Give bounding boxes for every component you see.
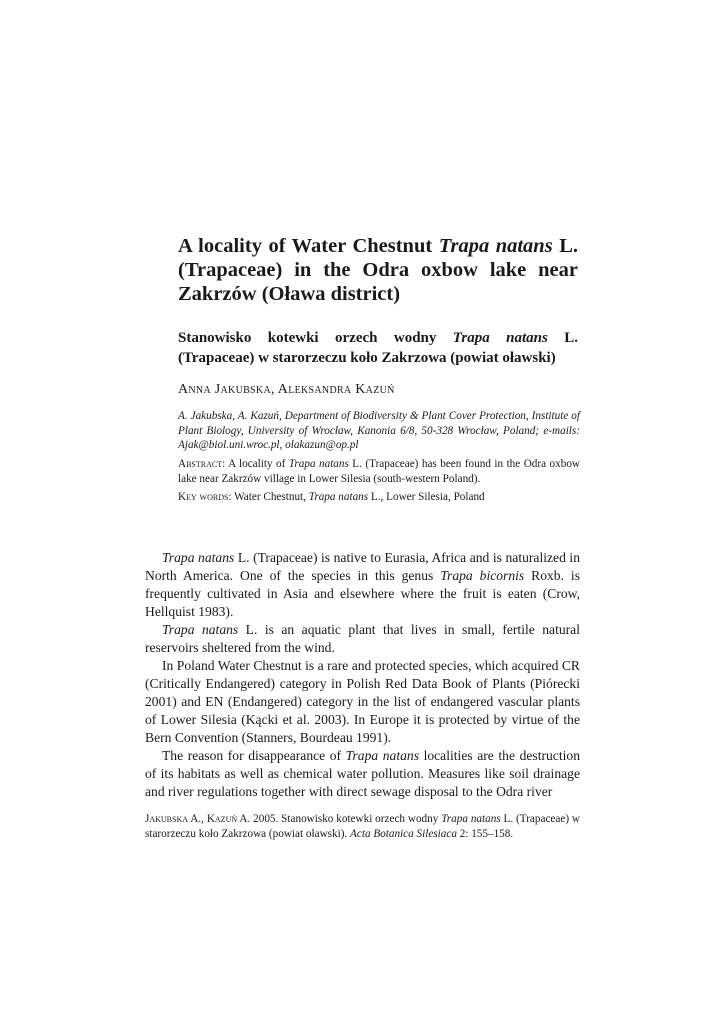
- keywords-text-2: L., Lower Silesia, Poland: [368, 491, 485, 503]
- citation-species-name: Trapa natans: [441, 813, 501, 825]
- article-title-block: [178, 234, 578, 306]
- keywords-species-name: Trapa natans: [308, 491, 369, 503]
- p3-text: In Poland Water Chestnut is a rare and protected species, which acquired CR (Critically Endangered) category in Polish Red Data Book of Plants (Piórecki 2001) and EN (Endangered) category in the list of endangered vascular plants of Lower Silesia (Kącki et al. 2003). In Europe it is protected by virtue of the Bern Convention (Stanners, Bourdeau 1991).: [145, 658, 580, 745]
- keywords-sep: :: [228, 491, 235, 503]
- subtitle-species-name: Trapa natans: [452, 330, 548, 346]
- body-paragraph-2: [145, 621, 580, 657]
- p1-text-1: L. (Trapaceae) is native to Eurasia, Africa and is naturalized in North America. One of the species in this genus: [145, 550, 580, 583]
- citation-text-2: L. (Trapaceae) w starorzeczu koło Zakrzowa (powiat oławski).: [145, 813, 580, 840]
- title-text-2: L. (Trapaceae) in the Odra oxbow lake near Zakrzów (Oława district): [178, 235, 578, 305]
- body-paragraph-1: [145, 549, 580, 621]
- abstract-label: Abstract: [178, 458, 223, 470]
- abstract-sep: :: [222, 458, 229, 470]
- p4-text-1: The reason for disappearance of: [162, 748, 346, 763]
- keywords: [178, 490, 580, 505]
- p1-species-1: Trapa natans: [162, 550, 235, 565]
- p4-species: Trapa natans: [345, 748, 419, 763]
- p2-species: Trapa natans: [162, 622, 239, 637]
- article-title: [178, 234, 578, 306]
- article-body: [145, 549, 580, 801]
- subtitle-text-1: Stanowisko kotewki orzech wodny: [178, 330, 453, 346]
- p2-text: L. is an aquatic plant that lives in small, fertile natural reservoirs sheltered from the wind.: [145, 622, 580, 655]
- title-text-1: A locality of Water Chestnut: [178, 235, 439, 257]
- p4-text-2: localities are the destruction of its habitats as well as chemical water pollution. Measures like soil drainage and river regulations together with direct sewage disposal to the Odra river: [145, 748, 580, 799]
- abstract-text-1: A locality of: [228, 458, 289, 470]
- p1-species-2: Trapa bicornis: [440, 568, 525, 583]
- abstract: [178, 457, 580, 486]
- author-affiliation: A. Jakubska, A. Kazuń, Department of Biodiversity & Plant Cover Protection, Institute of Plant Biology, University of Wrocław, Kanonia 6/8, 50-328 Wrocław, Poland; e-mails: Ajak@biol.uni.wroc.pl, olakazun@op.pl: [178, 410, 580, 451]
- subtitle-text-2: L. (Trapaceae) w starorzeczu koło Zakrzowa (powiat oławski): [178, 330, 578, 366]
- polish-title-block: [178, 328, 578, 368]
- author-list: Anna Jakubska, Aleksandra Kazuń: [178, 382, 395, 397]
- polish-title: [178, 328, 578, 368]
- abstract-text-2: L. (Trapaceae) has been found in the Odra oxbow lake near Zakrzów village in Lower Silesia (south-western Poland).: [178, 458, 580, 485]
- keywords-label: Key words: [178, 491, 229, 503]
- citation-text-1: 2005. Stanowisko kotewki orzech wodny: [250, 813, 442, 825]
- citation-journal: Acta Botanica Silesiaca: [350, 827, 457, 840]
- title-species-name: Trapa natans: [438, 235, 553, 257]
- citation-footer: [145, 812, 580, 841]
- citation-authors: Jakubska A., Kazuń A.: [145, 813, 251, 825]
- p1-text-2: Roxb. is frequently cultivated in Asia and elsewhere where the fruit is eaten (Crow, Hellquist 1983).: [145, 568, 580, 619]
- body-paragraph-4: [145, 747, 580, 801]
- body-paragraph-3: [145, 657, 580, 747]
- keywords-text-1: Water Chestnut,: [234, 491, 309, 503]
- abstract-species-name: Trapa natans: [288, 458, 349, 470]
- citation-text-3: 2: 155–158.: [456, 827, 514, 840]
